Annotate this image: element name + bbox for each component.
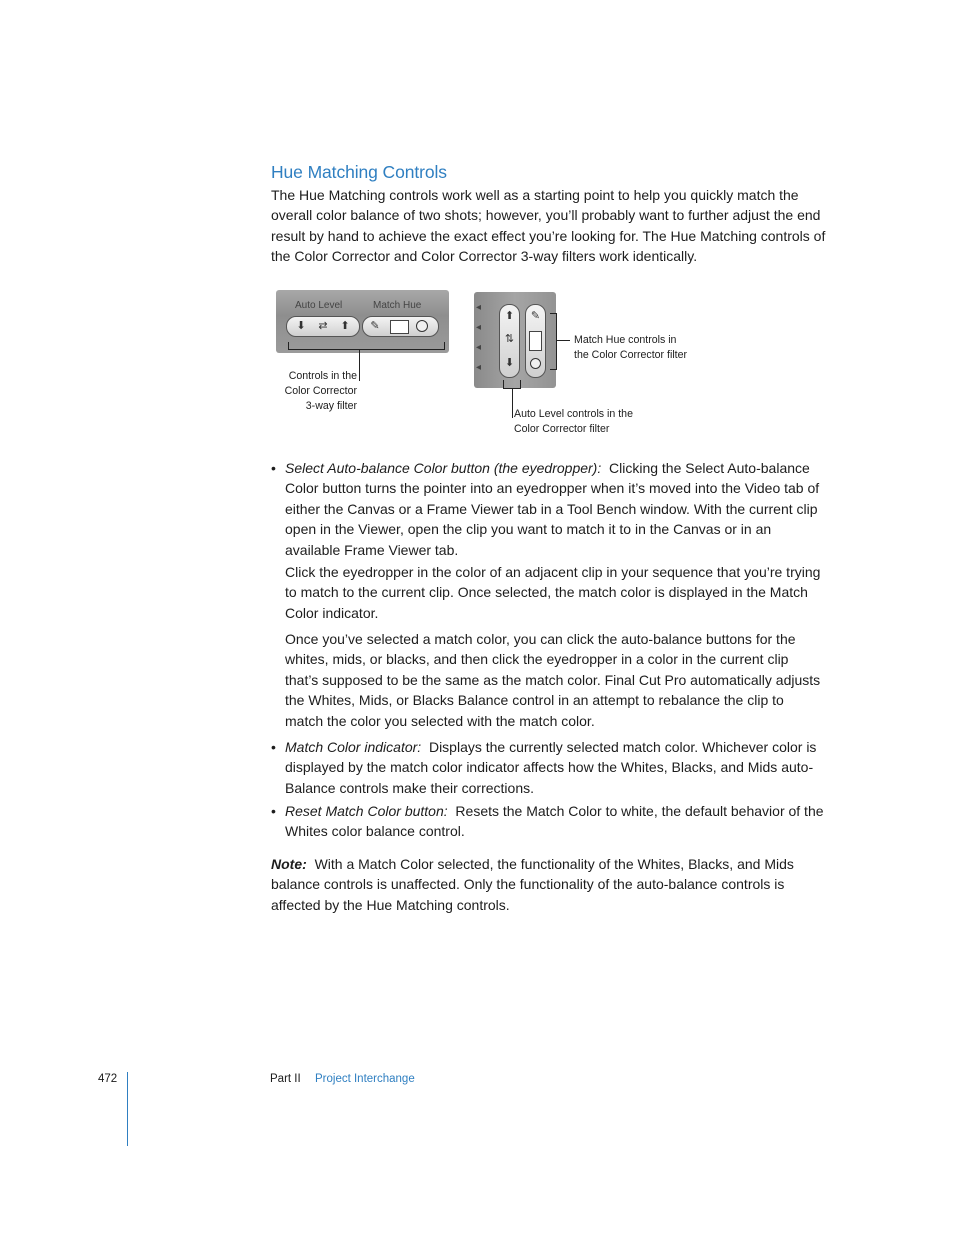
auto-level-label: Auto Level xyxy=(295,300,343,311)
match-color-swatch xyxy=(390,320,409,334)
auto-level-button-group xyxy=(286,316,360,337)
bullet-term: Select Auto-balance Color button (the eyedropper): xyxy=(285,460,602,476)
bracket-bottom xyxy=(288,349,445,350)
intro-paragraph: The Hue Matching controls work well as a starting point to help you quickly match the overall color balance of two shots; however, you’ll probably want to further adjust the end result by hand to achieve the exact effect you’re looking for. The Hue Matching controls of the Color Corrector and Color Corrector 3-way filters work identically. xyxy=(271,187,826,265)
match-hue-button-group xyxy=(362,316,439,337)
match-color-swatch xyxy=(529,331,542,351)
row-marker-icon: ◂ xyxy=(476,342,482,353)
down-arrow-icon: ⬇ xyxy=(296,320,306,332)
up-arrow-icon: ⬆ xyxy=(340,320,350,332)
row-marker-icon: ◂ xyxy=(476,322,482,333)
bullet-term: Reset Match Color button: xyxy=(285,803,448,819)
bullet-item xyxy=(271,801,825,842)
bullet-text: Clicking the Select Auto-balance Color button turns the pointer into an eyedropper when it’s moved into the Video tab of either the Canvas or a Frame Viewer tab in a Tool Bench window. With the current clip open in the Viewer, open the clip you want to match it to in the Canvas or in an available Frame Viewer tab. xyxy=(285,460,820,558)
footer-rule xyxy=(127,1072,128,1146)
three-way-hue-matching-screenshot xyxy=(276,290,449,353)
eyedropper-icon: ✎ xyxy=(530,310,541,322)
auto-level-callout: Auto Level controls in the Color Corrector filter xyxy=(514,408,633,435)
bracket-bottom xyxy=(550,369,557,370)
match-hue-label: Match Hue xyxy=(373,300,422,311)
page-number: 472 xyxy=(98,1073,118,1085)
swap-arrow-icon: ⇄ xyxy=(318,320,328,332)
bullet-dot: • xyxy=(271,460,276,476)
footer-part-title[interactable]: Project Interchange xyxy=(315,1073,415,1085)
note-text: With a Match Color selected, the functionality of the Whites, Blacks, and Mids balance controls is unaffected. Only the functionality of the auto-balance controls is affected by the Hue Matching controls. xyxy=(271,856,794,913)
reset-circle-icon xyxy=(530,358,541,369)
match-hue-vertical-group xyxy=(525,304,546,378)
swap-arrow-icon: ⇅ xyxy=(504,333,515,345)
bullet-paragraph: Once you’ve selected a match color, you can click the auto-balance buttons for the whites, mids, or blacks, and then click the eyedropper in a color in the current clip that’s supposed to be the same as the match color. Final Cut Pro automatically adjusts the Whites, Mids, or Blacks Balance control in an attempt to rebalance the clip to match the color you selected with the match color. xyxy=(285,631,821,729)
color-corrector-hue-matching-screenshot xyxy=(474,292,556,388)
bullet-dot: • xyxy=(271,803,276,819)
bracket-side xyxy=(556,313,557,370)
bullet-text: Resets the Match Color to white, the default behavior of the Whites color balance control. xyxy=(285,803,824,840)
row-marker-icon: ◂ xyxy=(476,302,482,313)
section-heading: Hue Matching Controls xyxy=(271,162,447,182)
three-way-callout: Controls in the Color Corrector 3-way filter xyxy=(284,370,357,412)
footer-part: Part II xyxy=(270,1073,301,1085)
note-label: Note: xyxy=(271,856,307,872)
reset-circle-icon xyxy=(416,320,428,332)
callout-leader xyxy=(512,388,513,418)
row-marker-icon: ◂ xyxy=(476,362,482,373)
bullet-text: Displays the currently selected match color. Whichever color is displayed by the match color indicator affects how the Whites, Blacks, and Mids auto-Balance controls make their corrections. xyxy=(285,739,817,796)
auto-level-vertical-group xyxy=(499,304,520,378)
bullet-item xyxy=(271,458,825,560)
up-arrow-icon: ⬆ xyxy=(504,310,515,322)
bullet-term: Match Color indicator: xyxy=(285,739,422,755)
match-hue-callout: Match Hue controls in the Color Corrector filter xyxy=(574,334,688,361)
callout-leader xyxy=(557,340,570,341)
down-arrow-icon: ⬇ xyxy=(504,357,515,369)
bullet-paragraph: Click the eyedropper in the color of an adjacent clip in your sequence that you’re trying to match to the current clip. Once selected, the match color is displayed in the Match Color indicator. xyxy=(285,564,821,621)
callout-leader xyxy=(359,349,360,381)
bullet-dot: • xyxy=(271,739,276,755)
bullet-item xyxy=(271,737,825,798)
eyedropper-icon: ✎ xyxy=(370,320,380,332)
note-paragraph xyxy=(271,854,826,915)
bracket-right xyxy=(520,380,521,389)
bracket-right xyxy=(444,342,445,350)
